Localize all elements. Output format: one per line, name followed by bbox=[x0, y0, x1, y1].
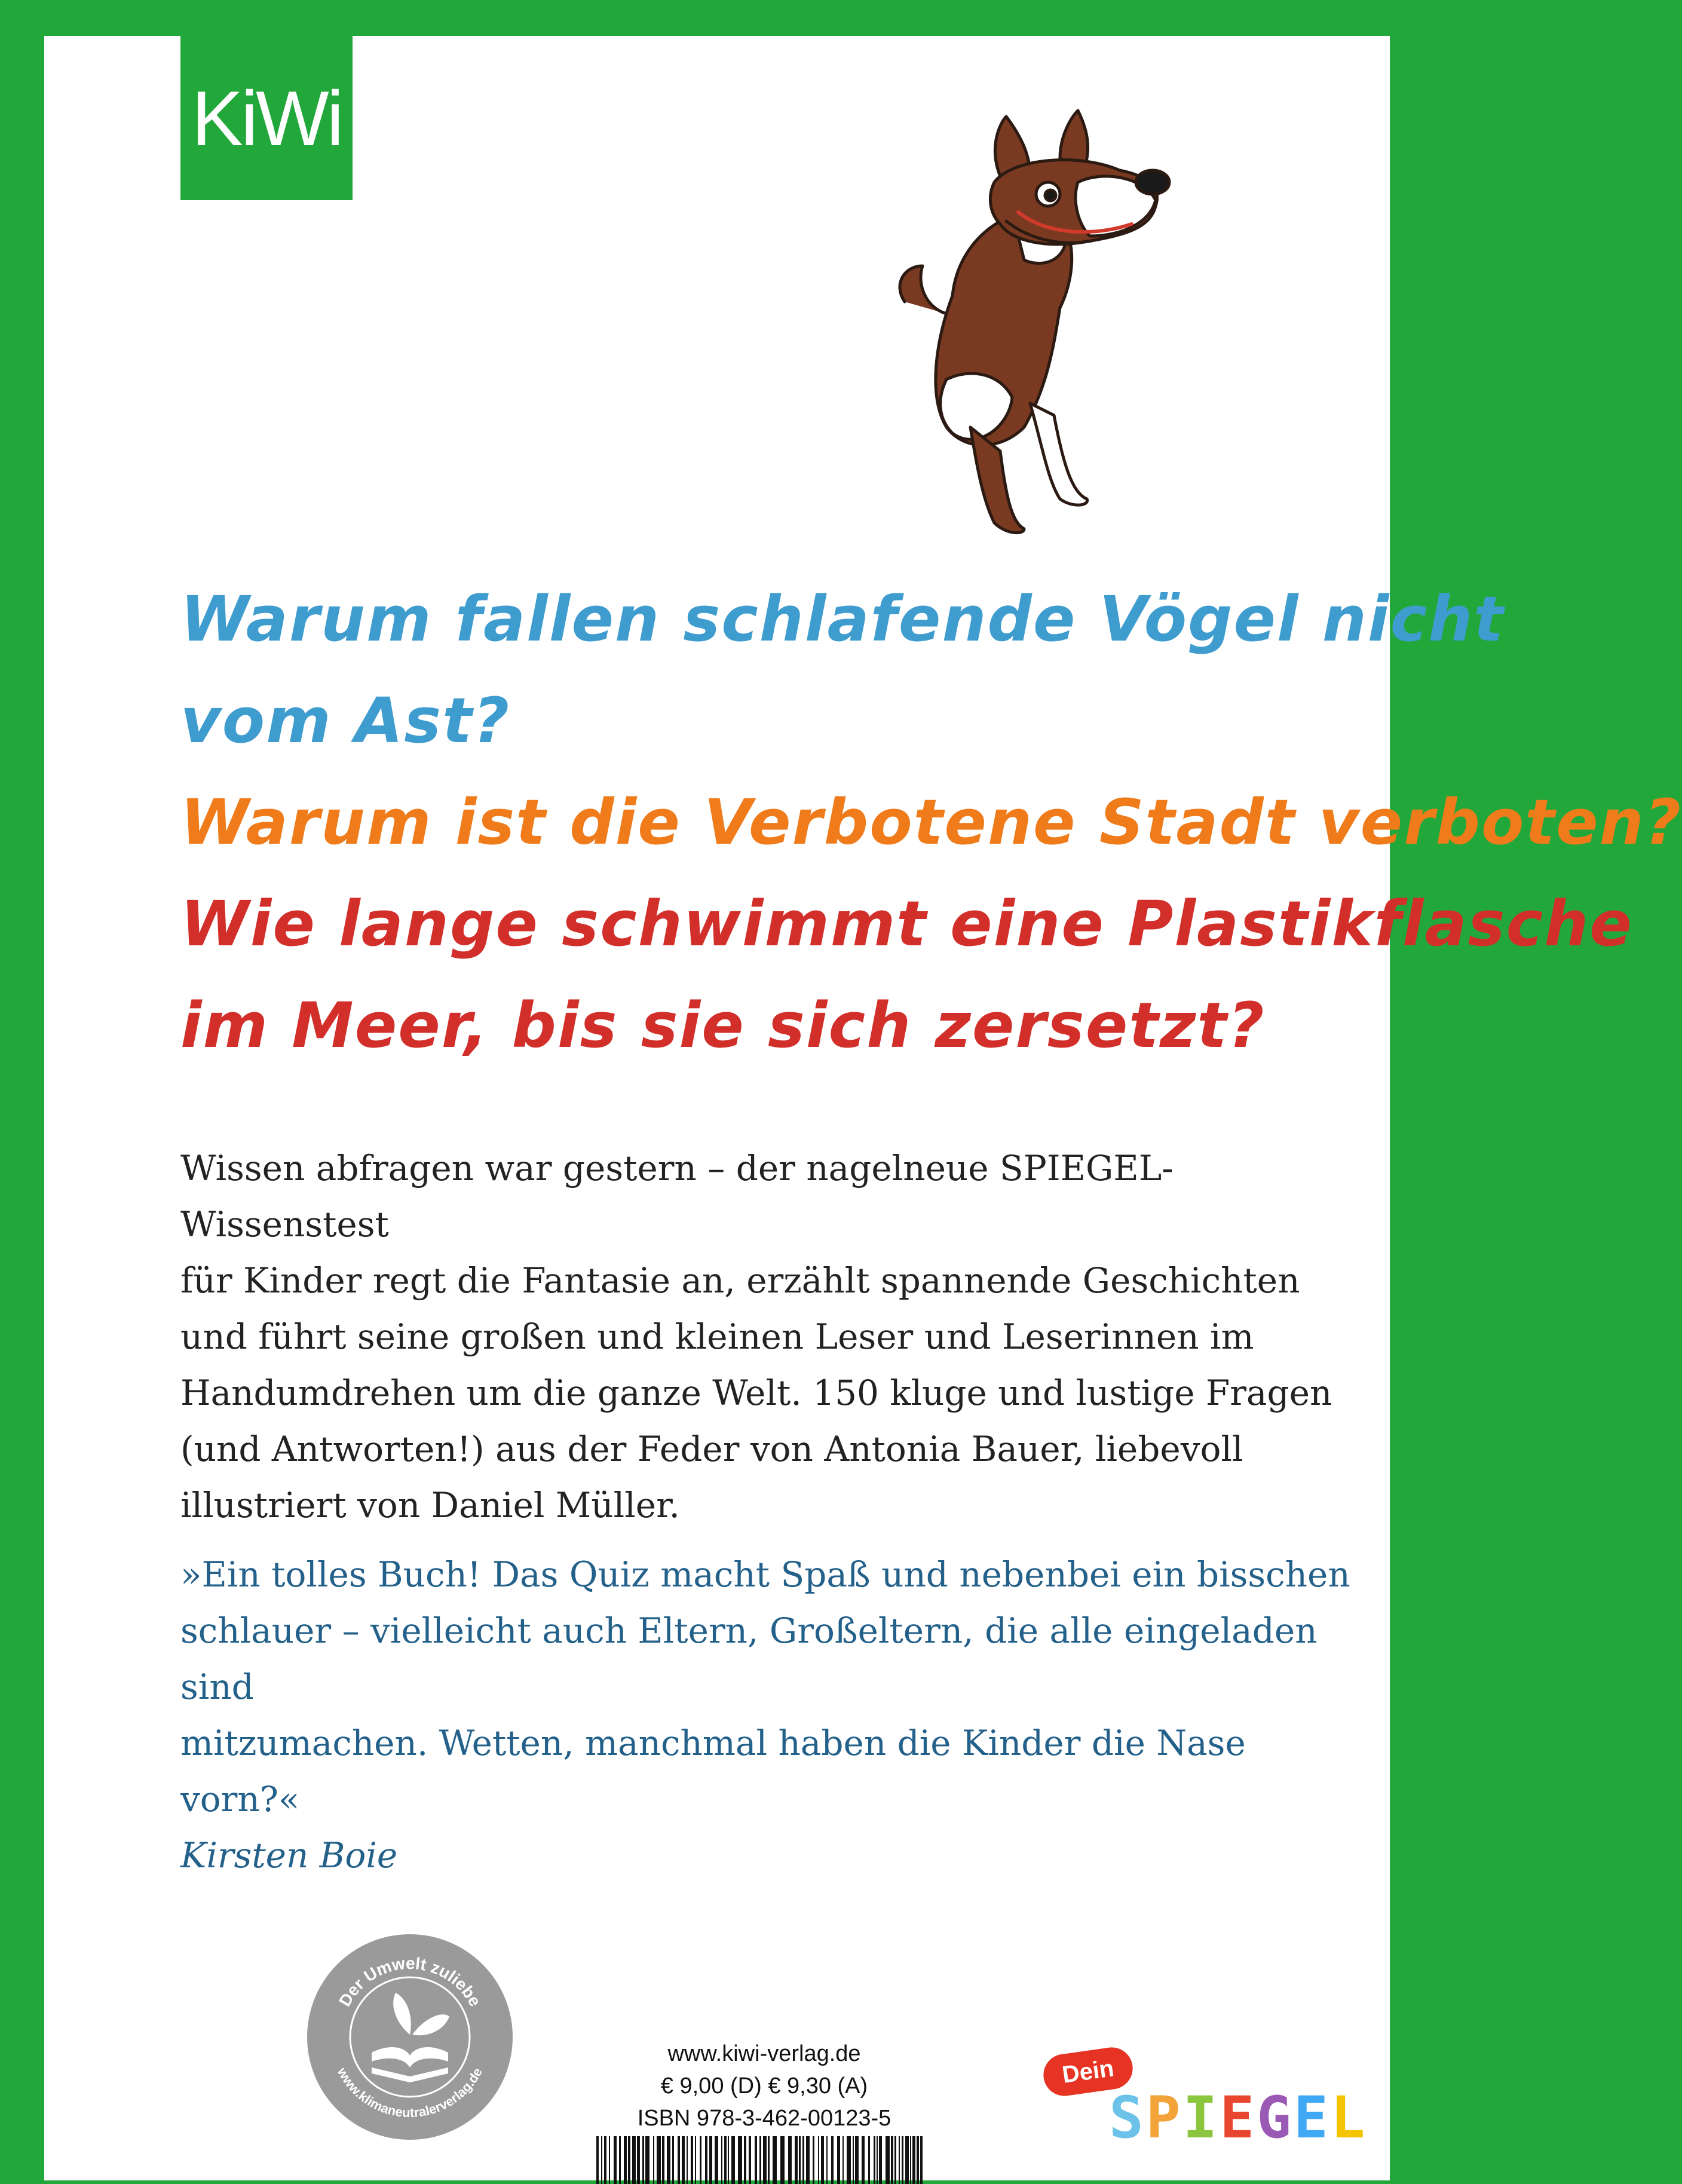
spiegel-letter: G bbox=[1257, 2084, 1294, 2151]
question-3-line-1: Wie lange schwimmt eine Plastikflasche bbox=[180, 887, 1633, 960]
barcode-bar bbox=[609, 2136, 610, 2184]
barcode-bar bbox=[821, 2136, 824, 2184]
barcode-bar bbox=[842, 2136, 844, 2184]
review-quote bbox=[180, 1546, 1370, 1883]
barcode-bar bbox=[862, 2136, 865, 2184]
barcode-bar bbox=[619, 2136, 621, 2184]
barcode-bar bbox=[700, 2136, 701, 2184]
barcode-bar bbox=[879, 2136, 882, 2184]
dog-illustration bbox=[881, 117, 1251, 571]
description-line: für Kinder regt die Fantasie an, erzählt spannende Geschichten bbox=[180, 1260, 1300, 1301]
barcode-bar bbox=[687, 2136, 688, 2184]
quote-line: »Ein tolles Buch! Das Quiz macht Spaß und nebenbei ein bisschen bbox=[180, 1554, 1350, 1595]
barcode-bar bbox=[667, 2136, 670, 2184]
barcode-bar bbox=[802, 2136, 804, 2184]
kiwi-logo bbox=[180, 36, 353, 200]
question-1-line-1: Warum fallen schlafende Vögel nicht bbox=[180, 583, 1505, 655]
description-line: illustriert von Daniel Müller. bbox=[180, 1485, 680, 1526]
seal-top-text: Der Umwelt zuliebe bbox=[335, 1953, 485, 2010]
barcode-bar bbox=[738, 2136, 742, 2184]
barcode-bar bbox=[894, 2136, 896, 2184]
barcode-bar bbox=[705, 2136, 707, 2184]
barcode-bar bbox=[868, 2136, 870, 2184]
barcode-bar bbox=[657, 2136, 661, 2184]
spiegel-wordmark bbox=[1109, 2084, 1368, 2151]
back-cover bbox=[44, 36, 1682, 2180]
barcode-bar bbox=[721, 2136, 722, 2184]
description-line: Wissen abfragen war gestern – der nagelneue SPIEGEL-Wissenstest bbox=[180, 1148, 1174, 1245]
question-3-line-2: im Meer, bis sie sich zersetzt? bbox=[180, 989, 1266, 1062]
barcode-bar bbox=[682, 2136, 685, 2184]
barcode-bar bbox=[831, 2136, 834, 2184]
barcode-bar bbox=[759, 2136, 761, 2184]
barcode-bar bbox=[678, 2136, 680, 2184]
barcode-bar bbox=[806, 2136, 810, 2184]
barcode-bar bbox=[837, 2136, 840, 2184]
spiegel-letter: E bbox=[1293, 2084, 1331, 2151]
barcode-bar bbox=[624, 2136, 627, 2184]
barcode-bar bbox=[709, 2136, 712, 2184]
description-line: (und Antworten!) aus der Feder von Antonia Bauer, liebevoll bbox=[180, 1429, 1243, 1469]
barcode-bar bbox=[645, 2136, 649, 2184]
barcode bbox=[594, 2136, 929, 2184]
quote-line: schlauer – vielleicht auch Eltern, Großeltern, die alle eingeladen sind bbox=[180, 1610, 1318, 1707]
barcode-bar bbox=[731, 2136, 735, 2184]
spiegel-letter: E bbox=[1220, 2084, 1257, 2151]
barcode-bar bbox=[601, 2136, 602, 2184]
description bbox=[180, 1140, 1364, 1533]
spiegel-letter: P bbox=[1145, 2084, 1183, 2151]
barcode-bar bbox=[799, 2136, 801, 2184]
barcode-bar bbox=[632, 2136, 636, 2184]
seal-bottom-text: www.klimaneutralerverlag.de bbox=[334, 2065, 486, 2121]
barcode-bar bbox=[874, 2136, 875, 2184]
price: € 9,00 (D) € 9,30 (A) bbox=[660, 2073, 868, 2099]
barcode-bar bbox=[637, 2136, 640, 2184]
barcode-bar bbox=[744, 2136, 746, 2184]
barcode-bar bbox=[691, 2136, 693, 2184]
barcode-bar bbox=[891, 2136, 893, 2184]
barcode-bar bbox=[899, 2136, 900, 2184]
spiegel-letter: I bbox=[1182, 2084, 1220, 2151]
barcode-bar bbox=[818, 2136, 819, 2184]
barcode-bar bbox=[855, 2136, 859, 2184]
barcode-bar bbox=[715, 2136, 718, 2184]
barcode-bar bbox=[724, 2136, 727, 2184]
barcode-bar bbox=[653, 2136, 654, 2184]
quote-author: Kirsten Boie bbox=[180, 1835, 398, 1876]
book-info bbox=[585, 2038, 943, 2134]
barcode-bar bbox=[905, 2136, 909, 2184]
barcode-bar bbox=[886, 2136, 890, 2184]
barcode-bar bbox=[788, 2136, 792, 2184]
barcode-bar bbox=[773, 2136, 777, 2184]
barcode-bar bbox=[780, 2136, 785, 2184]
barcode-bar bbox=[877, 2136, 878, 2184]
barcode-bar bbox=[912, 2136, 915, 2184]
barcode-bar bbox=[749, 2136, 751, 2184]
barcode-bar bbox=[917, 2136, 919, 2184]
question-2: Warum ist die Verbotene Stadt verboten? bbox=[180, 786, 1682, 859]
barcode-bar bbox=[614, 2136, 617, 2184]
description-line: und führt seine großen und kleinen Leser und Leserinnen im bbox=[180, 1316, 1254, 1357]
quote-line: mitzumachen. Wetten, manchmal haben die Kinder die Nase vorn?« bbox=[180, 1723, 1246, 1820]
spiegel-letter: S bbox=[1109, 2084, 1146, 2151]
barcode-bar bbox=[795, 2136, 798, 2184]
barcode-bar bbox=[728, 2136, 729, 2184]
question-1-line-2: vom Ast? bbox=[180, 684, 511, 757]
barcode-bar bbox=[628, 2136, 630, 2184]
barcode-bar bbox=[604, 2136, 606, 2184]
barcode-bar bbox=[642, 2136, 644, 2184]
barcode-bar bbox=[755, 2136, 757, 2184]
spiegel-letter: L bbox=[1330, 2084, 1368, 2151]
barcode-bar bbox=[662, 2136, 664, 2184]
website: www.kiwi-verlag.de bbox=[667, 2041, 861, 2066]
barcode-bar bbox=[853, 2136, 854, 2184]
dein-badge: Dein bbox=[1041, 2045, 1135, 2099]
barcode-bar bbox=[672, 2136, 674, 2184]
barcode-bar bbox=[695, 2136, 696, 2184]
isbn: ISBN 978-3-462-00123-5 bbox=[637, 2106, 891, 2131]
barcode-bar bbox=[813, 2136, 814, 2184]
kiwi-logo-text: KiWi bbox=[191, 74, 342, 162]
barcode-bar bbox=[910, 2136, 911, 2184]
barcode-bar bbox=[902, 2136, 903, 2184]
barcode-bar bbox=[596, 2136, 599, 2184]
climate-neutral-seal bbox=[306, 1933, 514, 2141]
barcode-bar bbox=[768, 2136, 770, 2184]
barcode-bar bbox=[826, 2136, 828, 2184]
barcode-bar bbox=[920, 2136, 923, 2184]
description-line: Handumdrehen um die ganze Welt. 150 kluge und lustige Fragen bbox=[180, 1373, 1332, 1413]
barcode-bar bbox=[763, 2136, 767, 2184]
barcode-bar bbox=[847, 2136, 851, 2184]
